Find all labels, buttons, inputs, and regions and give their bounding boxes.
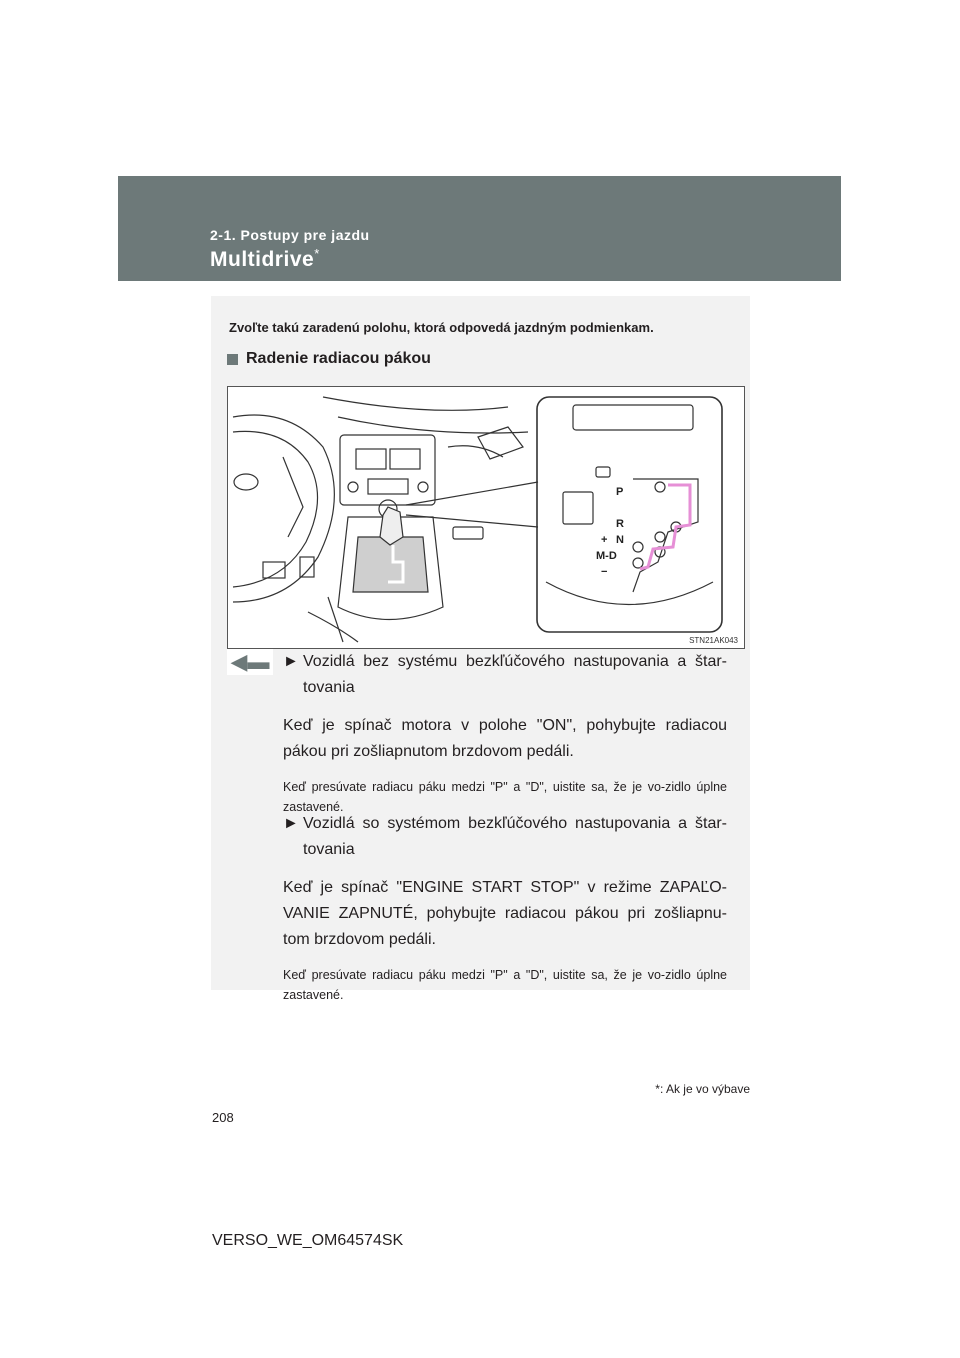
- paragraph: Keď je spínač motora v polohe "ON", pohybujte radiacou pákou pri zošliapnutom brzdovom pedáli.: [283, 717, 727, 760]
- gate-label-n: N: [616, 534, 624, 546]
- dashboard-drawing: [228, 387, 744, 648]
- subheading-text: Radenie radiacou pákou: [246, 350, 431, 367]
- triangle-bullet-icon: ►: [283, 815, 299, 832]
- gate-callout: [537, 397, 722, 632]
- triangle-bullet-icon: ►: [283, 653, 299, 670]
- tab-marker: [227, 649, 273, 675]
- gate-label-p: P: [616, 486, 624, 498]
- logo-emblem: [234, 474, 258, 490]
- text-block-2: [283, 811, 727, 1005]
- section-label: 2-1. Postupy pre jazdu: [210, 227, 370, 243]
- paragraph: Keď je spínač "ENGINE START STOP" v režime ZAPAĽO-VANIE ZAPNUTÉ, pohybujte radiacou pákou pri zošliapnu-tom brzdovom pedáli.: [283, 879, 727, 948]
- intro-text: Zvoľte takú zaradenú polohu, ktorá odpovedá jazdným podmienkam.: [229, 320, 654, 335]
- bullet-item: ► Vozidlá bez systému bezkľúčového nastupovania a štar-tovania: [283, 649, 727, 701]
- gate-label-plus: +: [601, 534, 608, 546]
- content-panel: [211, 296, 750, 1002]
- gate-label-minus: −: [601, 566, 608, 578]
- gate-label-r: R: [616, 518, 624, 530]
- gate-path-highlight: [640, 485, 690, 569]
- square-bullet-icon: [227, 354, 238, 365]
- subheading: [227, 350, 431, 368]
- figure-code: STN21AK043: [689, 636, 738, 645]
- page-title: [210, 248, 320, 272]
- chapter-header: [118, 176, 841, 281]
- shift-knob: [380, 507, 403, 545]
- document-code: VERSO_WE_OM64574SK: [212, 1232, 404, 1249]
- text-block-1: [283, 649, 727, 817]
- note: Keď presúvate radiacu páku medzi "P" a "D", uistite sa, že je vo-zidlo úplne zastavené.: [283, 968, 727, 1002]
- page-number: 208: [212, 1110, 234, 1125]
- note: Keď presúvate radiacu páku medzi "P" a "D", uistite sa, že je vo-zidlo úplne zastavené.: [283, 780, 727, 814]
- shift-lever-illustration: [227, 386, 745, 649]
- optional-mark: *: [314, 246, 320, 261]
- footnote: *: Ak je vo výbave: [655, 1082, 750, 1096]
- gate-label-md: M-D: [596, 550, 617, 562]
- bullet-item: ► Vozidlá so systémom bezkľúčového nastupovania a štar-tovania: [283, 811, 727, 863]
- steering-wheel: [233, 415, 334, 602]
- page-title-text: Multidrive: [210, 248, 315, 271]
- arrow-left-icon: ◀▬: [230, 649, 270, 674]
